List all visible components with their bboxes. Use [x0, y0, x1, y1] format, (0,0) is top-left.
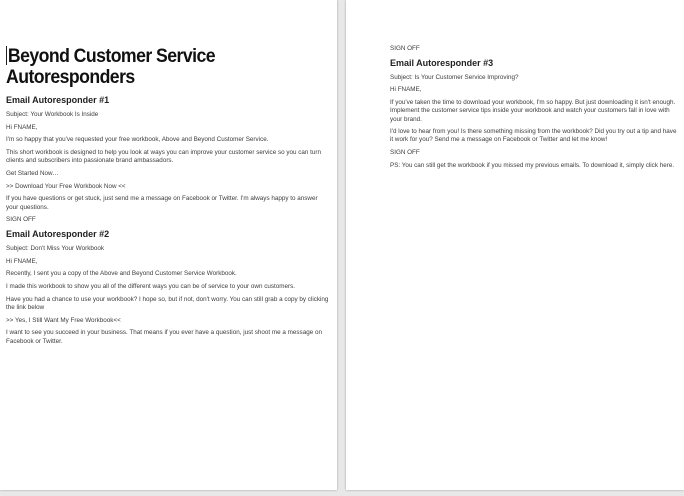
email-3-paragraph: If you've taken the time to download your workbook, I'm so happy. But just downloading it isn't enough. Implement the customer service tips inside your workbook and watch your customers fall in love with your brand.	[390, 99, 676, 123]
email-2-greeting: Hi FNAME,	[6, 257, 38, 265]
email-1-paragraph: If you have questions or get stuck, just send me a message on Facebook or Twitter. I'm always happy to answer your questions.	[6, 195, 318, 211]
email-1-paragraph: Get Started Now…	[6, 170, 59, 178]
email-2-heading: Email Autoresponder #2	[6, 229, 110, 240]
document-page-1	[0, 0, 337, 490]
email-1-download-link: >> Download Your Free Workbook Now <<	[6, 182, 126, 190]
email-1-signoff: SIGN OFF	[6, 216, 36, 224]
email-3-paragraph: I'd love to hear from you! Is there something missing from the workbook? Did you try out a tip and have it work for you? Send me a message on Facebook or Twitter and let me know!	[390, 128, 677, 144]
email-2-paragraph: I want to see you succeed in your business. That means if you ever have a question, just shoot me a message on Facebook or Twitter.	[6, 329, 322, 345]
email-2-signoff: SIGN OFF	[390, 45, 420, 52]
email-2-subject: Subject: Don't Miss Your Workbook	[6, 245, 105, 253]
email-3-signoff: SIGN OFF	[390, 149, 420, 157]
email-3-greeting: Hi FNAME,	[390, 86, 422, 94]
email-3-ps: PS: You can still get the workbook if you missed my previous emails. To download it, simply click here.	[390, 161, 675, 169]
text-cursor	[6, 46, 7, 65]
email-2-paragraph: I made this workbook to show you all of the different ways you can be of service to your own customers.	[6, 283, 295, 291]
email-1-paragraph: This short workbook is designed to help you look at ways you can improve your customer service so you can turn clients and subscribers into passionate brand ambassadors.	[6, 149, 321, 165]
email-3-heading: Email Autoresponder #3	[390, 57, 494, 68]
email-1-heading: Email Autoresponder #1	[6, 95, 110, 105]
email-1-subject: Subject: Your Workbook Is Inside	[6, 111, 99, 118]
email-1-greeting: Hi FNAME,	[6, 123, 38, 131]
document-title: Beyond Customer Service Autoresponders	[6, 46, 216, 88]
email-1-paragraph: I'm so happy that you've requested your free workbook, Above and Beyond Customer Service.	[6, 136, 269, 144]
email-3-subject: Subject: Is Your Customer Service Improving?	[390, 73, 519, 81]
document-page-2	[346, 0, 684, 490]
email-2-paragraph: Recently, I sent you a copy of the Above and Beyond Customer Service Workbook.	[6, 270, 237, 278]
email-2-workbook-link: >> Yes, I Still Want My Free Workbook<<	[6, 316, 121, 324]
email-2-paragraph: Have you had a chance to use your workbook? I hope so, but if not, don't worry. You can still grab a copy by clicking the link below	[6, 295, 329, 312]
